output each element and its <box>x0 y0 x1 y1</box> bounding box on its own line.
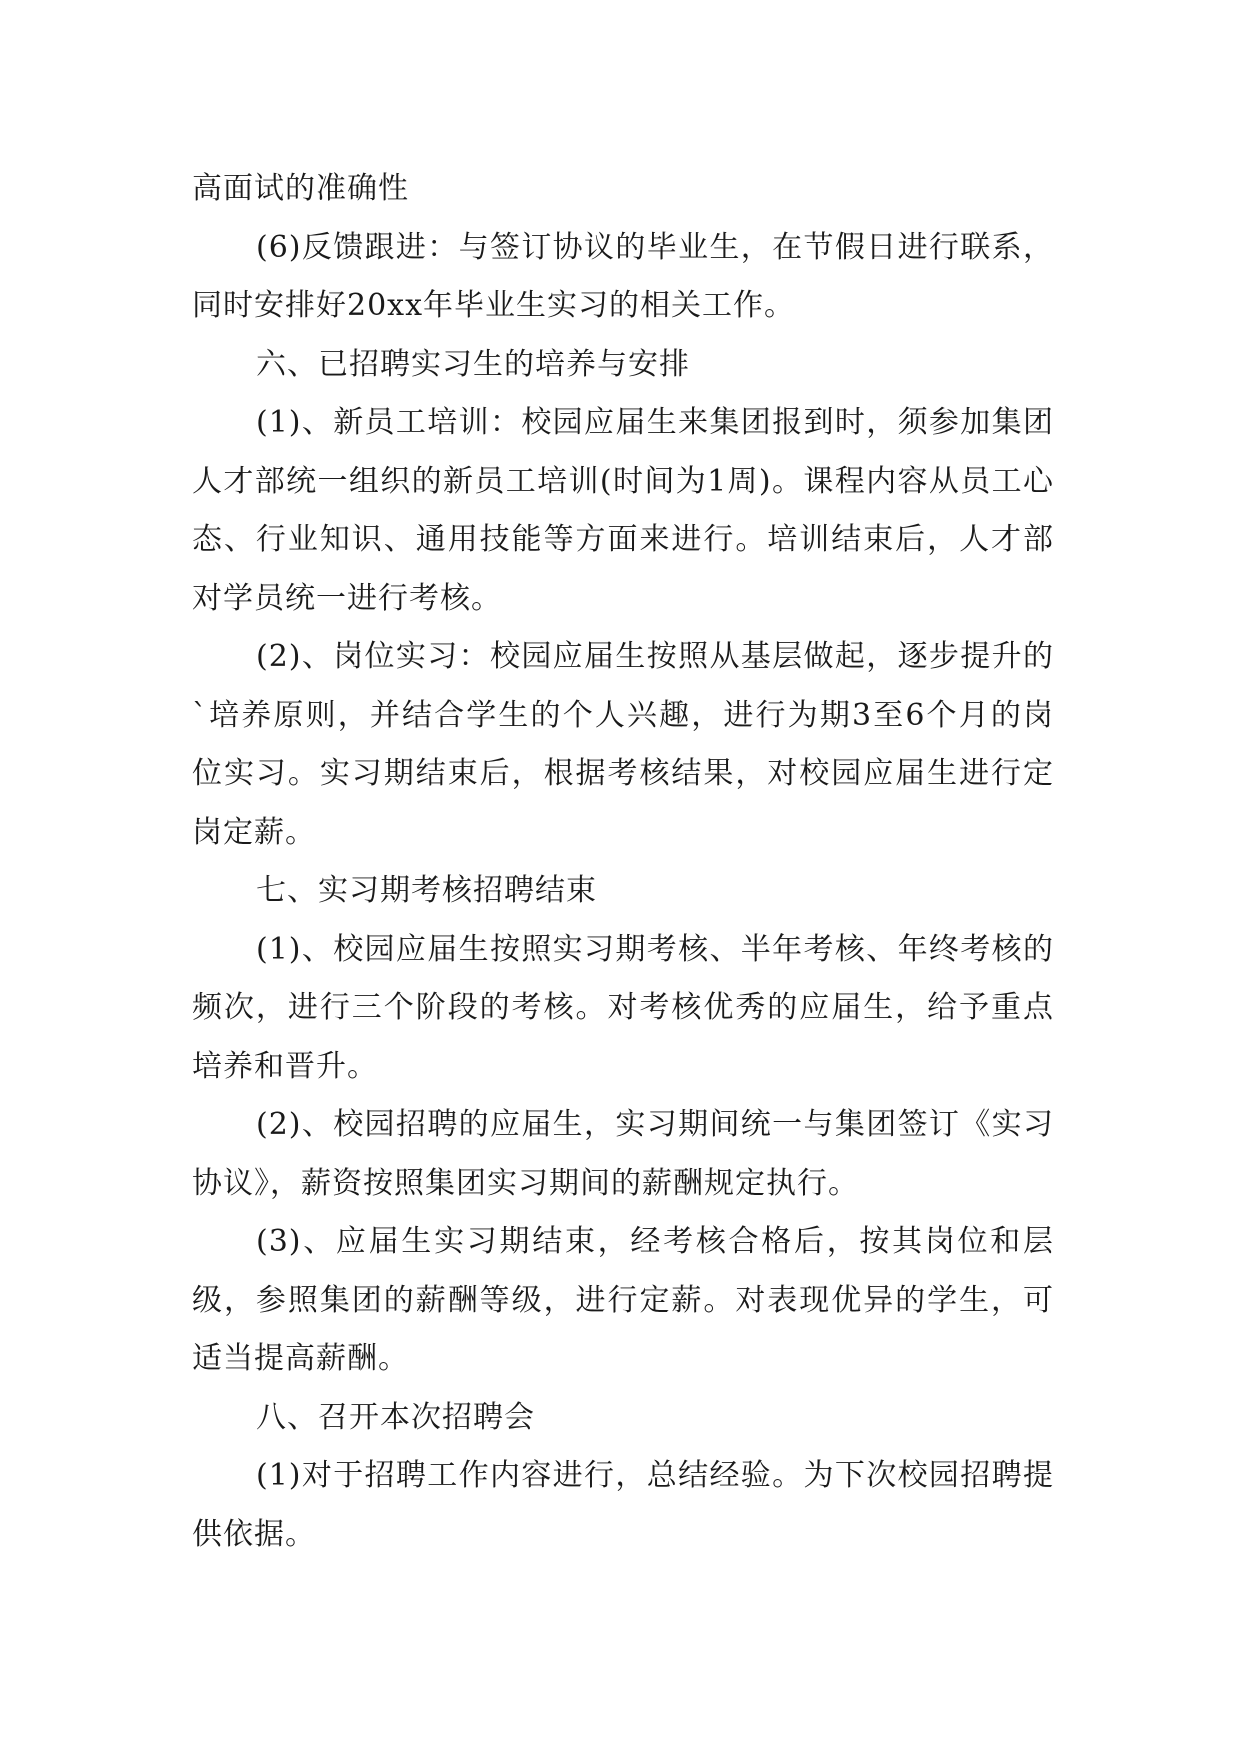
paragraph-salary-setting: (3)、应届生实习期结束，经考核合格后，按其岗位和层级，参照集团的薪酬等级，进行定薪。对表现优异的学生，可适当提高薪酬。 <box>192 1224 1054 1376</box>
document-body <box>192 160 1054 1564</box>
section-heading-seven: 七、实习期考核招聘结束 <box>256 873 597 908</box>
paragraph-internship-agreement: (2)、校园招聘的应届生，实习期间统一与集团签订《实习协议》，薪资按照集团实习期间的薪酬规定执行。 <box>192 1107 1054 1201</box>
section-heading-six: 六、已招聘实习生的培养与安排 <box>256 346 690 382</box>
section-heading-eight: 八、召开本次招聘会 <box>256 1399 535 1435</box>
paragraph-feedback-followup: (6)反馈跟进：与签订协议的毕业生，在节假日进行联系，同时安排好20xx年毕业生实习的相关工作。 <box>192 229 1054 323</box>
paragraph-summary: (1)对于招聘工作内容进行，总结经验。为下次校园招聘提供依据。 <box>192 1458 1054 1552</box>
paragraph-assessment-stages: (1)、校园应届生按照实习期考核、半年考核、年终考核的频次，进行三个阶段的考核。对考核优秀的应届生，给予重点培养和晋升。 <box>192 931 1054 1084</box>
paragraph-continuation: 高面试的准确性 <box>192 171 409 206</box>
paragraph-new-employee-training: (1)、新员工培训：校园应届生来集团报到时，须参加集团人才部统一组织的新员工培训(时间为1周)。课程内容从员工心态、行业知识、通用技能等方面来进行。培训结束后，人才部对学员统一进行考核。 <box>192 405 1054 616</box>
paragraph-job-internship: (2)、岗位实习：校园应届生按照从基层做起，逐步提升的`培养原则，并结合学生的个人兴趣，进行为期3至6个月的岗位实习。实习期结束后，根据考核结果，对校园应届生进行定岗定薪。 <box>192 639 1054 850</box>
